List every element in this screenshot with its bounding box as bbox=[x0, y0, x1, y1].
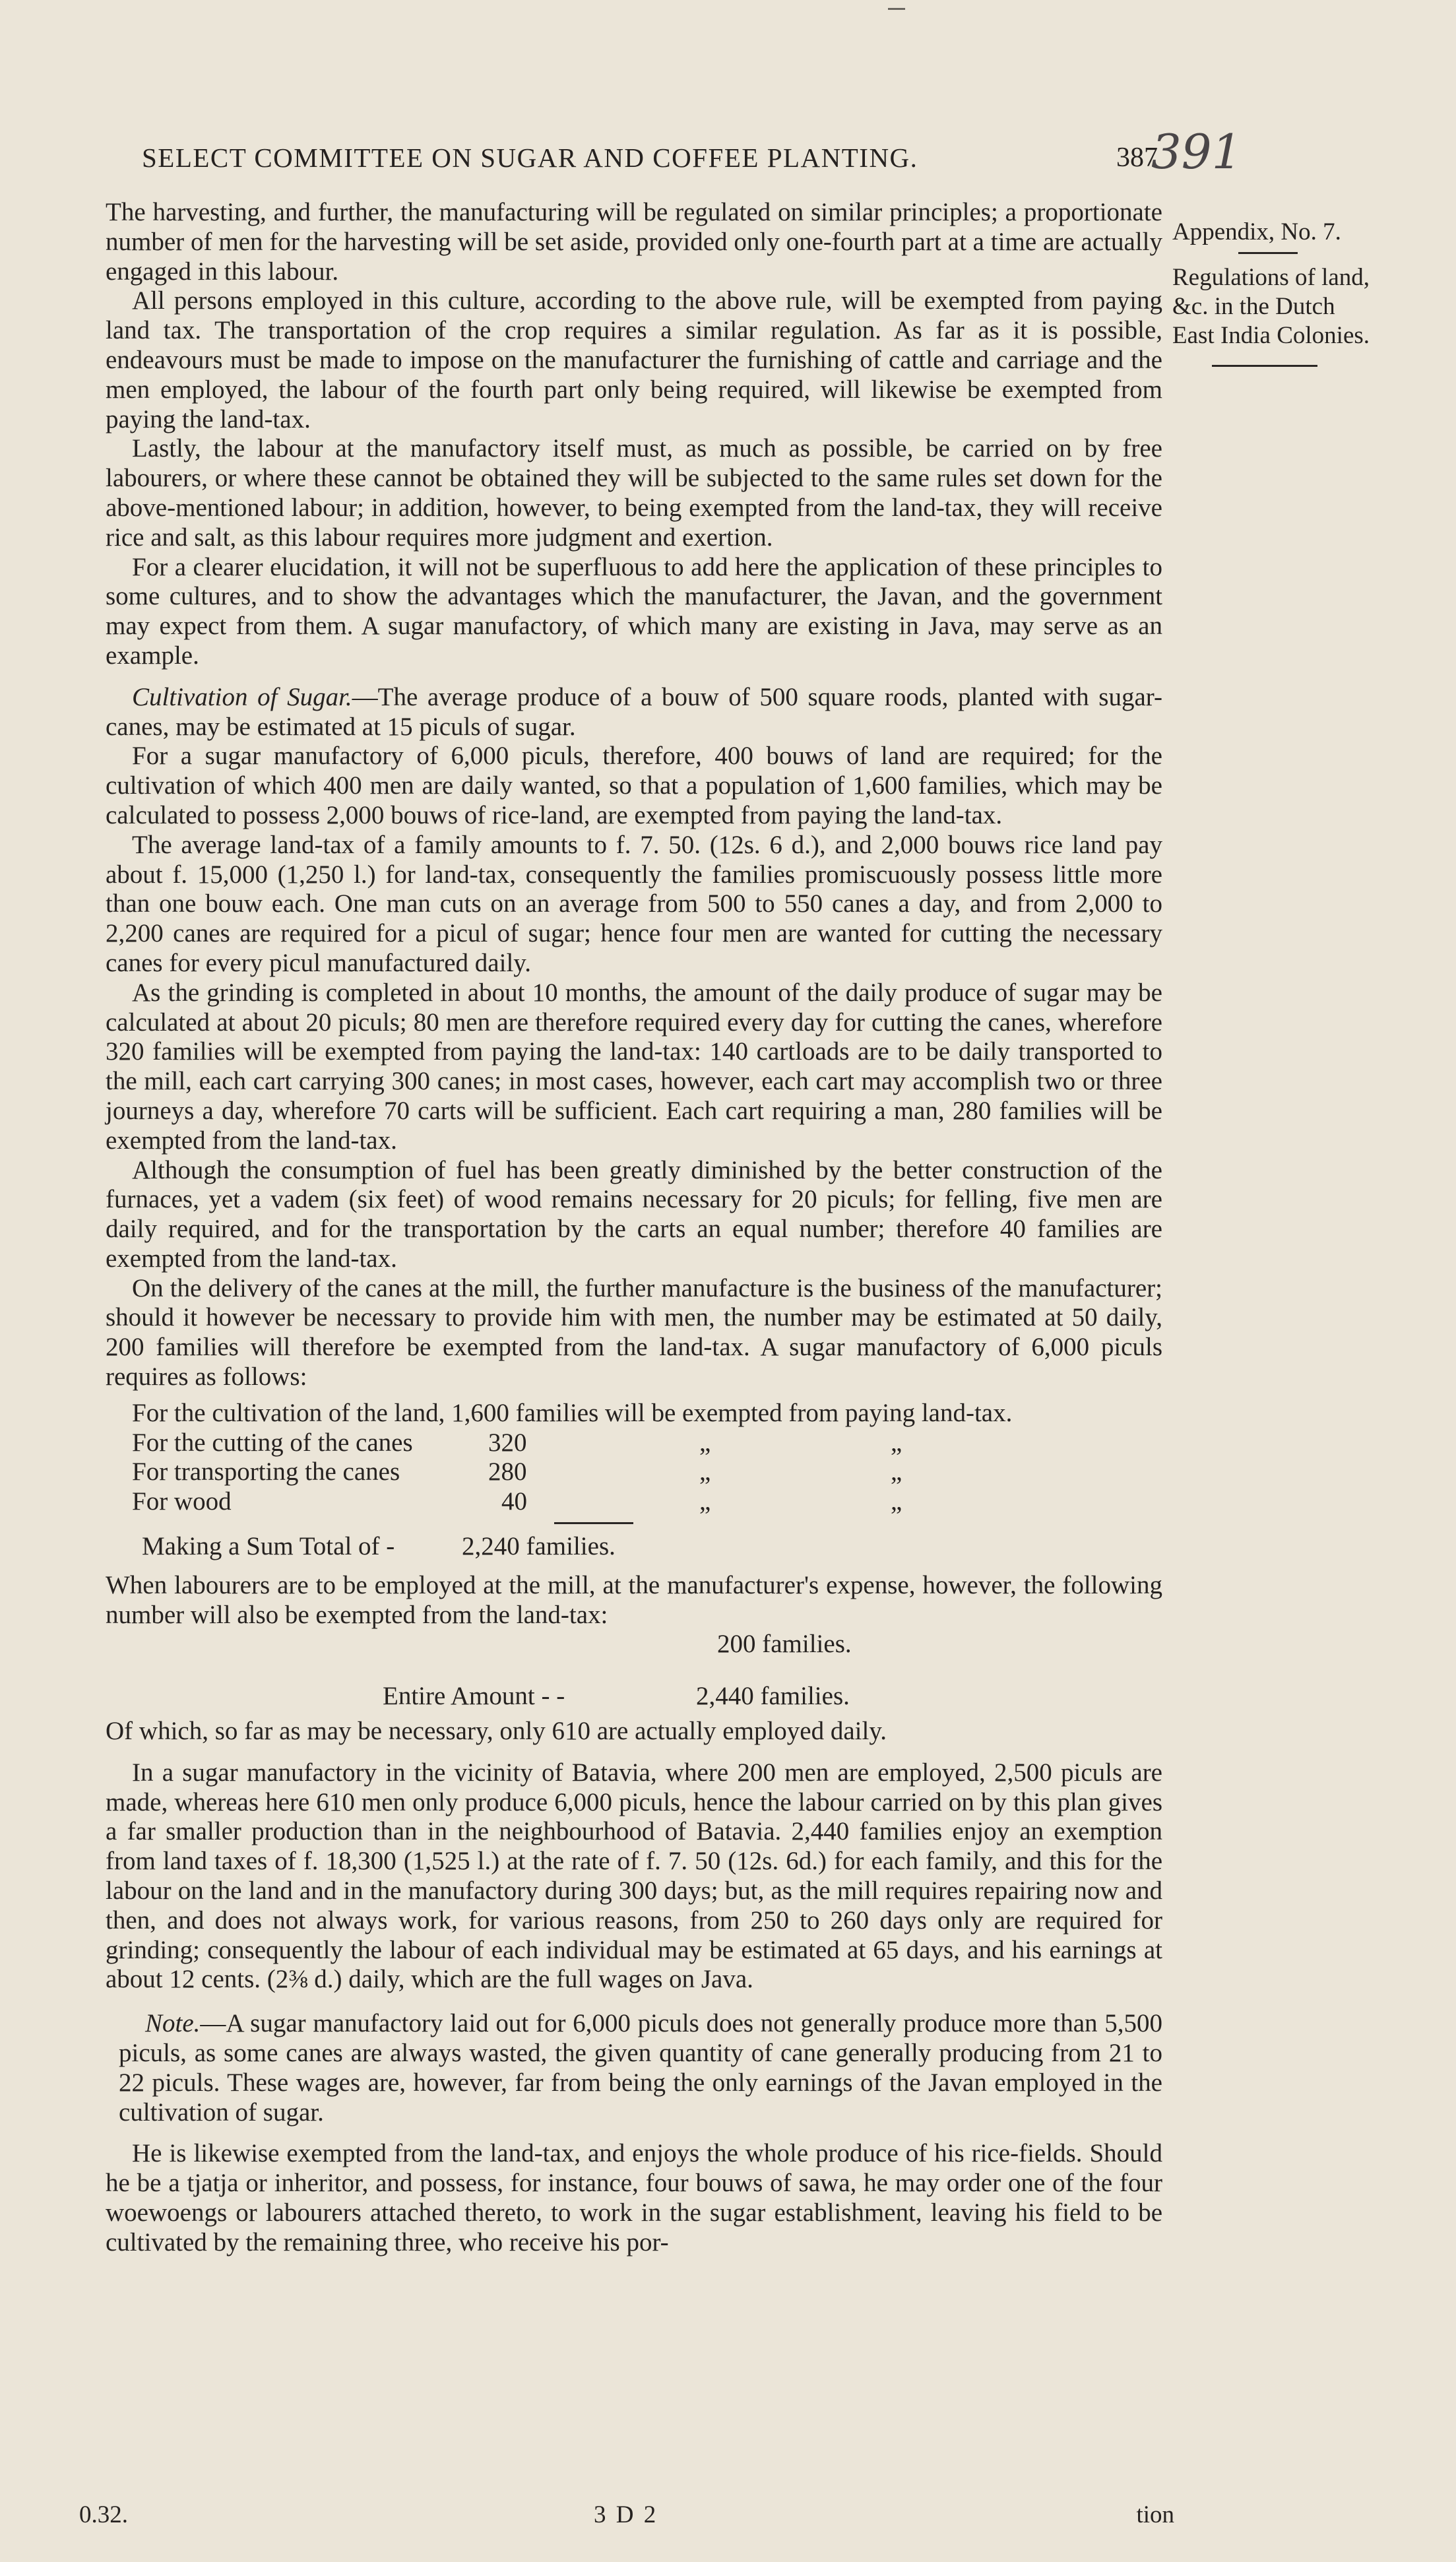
page-number: 387 bbox=[1116, 143, 1158, 173]
list-row bbox=[106, 1457, 1162, 1487]
paragraph-batavia: In a sugar manufactory in the vicinity of Batavia, where 200 men are employed, 2,500 piculs are made, whereas here 610 men only produce 6,000 piculs, hence the labour carried on by this plan gives a far smaller production than in the neighbourhood of Batavia. 2,440 families enjoy an exemption from land taxes of f. 18,300 (1,525 l.) at the rate of f. 7. 50 (12s. 6d.) for each family, and this for the labour on the land and in the manufactory during 300 days; but, as the mill requires repairing now and then, and does not always work, for various reasons, from 250 to 260 days only are required for grinding; consequently the labour of each individual may be estimated at 65 days, and his earnings at about 12 cents. (2⅜ d.) daily, which are the full wages on Java. bbox=[106, 1758, 1162, 1994]
sum-value: 2,240 families. bbox=[462, 1532, 616, 1561]
footer-sheet-number: 0.32. bbox=[79, 2501, 128, 2528]
list-row bbox=[106, 1428, 1162, 1458]
list-label: For wood bbox=[132, 1487, 232, 1516]
cultivation-text: —The average produce of a bouw of 500 square roods, planted with sugar-canes, may be estimated at 15 piculs of sugar. bbox=[106, 682, 1162, 741]
margin-rule-long bbox=[1212, 365, 1317, 367]
note-label: Note. bbox=[145, 2009, 201, 2038]
entire-value: 2,440 families. bbox=[696, 1682, 850, 1711]
running-header bbox=[142, 142, 1158, 181]
paragraph: The average land-tax of a family amounts to f. 7. 50. (12s. 6 d.), and 2,000 bouws rice land pay about f. 15,000 (1,250 l.) for land-tax, consequently the families promiscuously possess little more than one bouw each. One man cuts on an average from 500 to 550 canes a day, and from 2,000 to 2,200 canes are required for a picul of sugar; hence four men are wanted for cutting the necessary canes for every picul manufactured daily. bbox=[106, 830, 1162, 977]
requirements-list bbox=[106, 1399, 1162, 1562]
paragraph: On the delivery of the canes at the mill, the further manufacture is the business of the manufacturer; should it however be necessary to provide him with men, the number may be estimated at 50 daily, 200 families will therefore be exempted from the land-tax. A sugar manufactory of 6,000 piculs requires as follows: bbox=[106, 1273, 1162, 1392]
margin-rule-short bbox=[1238, 252, 1298, 254]
appendix-label: Appendix, No. 7. bbox=[1172, 218, 1341, 245]
note-block bbox=[106, 2009, 1162, 2127]
ditto-mark: „ bbox=[699, 1487, 711, 1516]
paragraph: As the grinding is completed in about 10 months, the amount of the daily produce of sugar may be calculated at about 20 piculs; 80 men are therefore required every day for cutting the canes, wherefore 320 families will be exempted from paying the land-tax: 140 cartloads are to be daily transported to the mill, each cart carrying 300 canes; in most cases, however, each cart may accomplish two or three journeys a day, wherefore 70 carts will be sufficient. Each cart requiring a man, 280 families will be exempted from the land-tax. bbox=[106, 978, 1162, 1155]
paragraph: Although the consumption of fuel has been greatly diminished by the better construction of the furnaces, yet a vadem (six feet) of wood remains necessary for 20 piculs; for felling, five men are daily required, and for the transportation by the carts an equal number; therefore 40 families are exempted from the land-tax. bbox=[106, 1155, 1162, 1273]
ditto-mark: „ bbox=[891, 1487, 902, 1516]
margin-note bbox=[1172, 218, 1370, 367]
ditto-mark: „ bbox=[699, 1428, 711, 1457]
footer-signature: 3 D 2 bbox=[594, 2501, 658, 2528]
ditto-mark: „ bbox=[891, 1428, 902, 1457]
list-value: 280 bbox=[488, 1457, 527, 1487]
footer-catchword: tion bbox=[1136, 2501, 1174, 2528]
paragraph-final: He is likewise exempted from the land-tax, and enjoys the whole produce of his rice-fields. Should he be a tjatja or inheritor, and possess, for instance, four bouws of sawa, he may order one of the four woewoengs or labourers attached thereto, to work in the sugar establishment, leaving his field to be cultivated by the remaining three, who receive his por- bbox=[106, 2139, 1162, 2257]
entire-row bbox=[106, 1682, 1162, 1712]
list-label: For the cutting of the canes bbox=[132, 1428, 413, 1457]
paragraph: All persons employed in this culture, according to the above rule, will be exempted from paying land tax. The transportation of the crop requires a similar regulation. As far as it is possible, endeavours must be made to impose on the manufacturer the furnishing of cattle and carriage and the men employed, the labour of the fourth part only being required, will likewise be exempted from paying the land-tax. bbox=[106, 286, 1162, 433]
header-title: SELECT COMMITTEE ON SUGAR AND COFFEE PLANTING. bbox=[142, 143, 918, 173]
entire-label: Entire Amount - - bbox=[383, 1682, 565, 1711]
sum-label: Making a Sum Total of - bbox=[142, 1532, 395, 1561]
margin-subject: Regulations of land, &c. in the Dutch East India Colonies. bbox=[1172, 264, 1370, 349]
handwritten-folio-number: 391 bbox=[1151, 124, 1242, 179]
mill-value: 200 families. bbox=[717, 1630, 852, 1659]
paragraph: For a clearer elucidation, it will not be superfluous to add here the application of these principles to some cultures, and to show the advantages which the manufacturer, the Javan, and the government may expect from them. A sugar manufactory, of which many are existing in Java, may serve as an example. bbox=[106, 552, 1162, 670]
body-text bbox=[106, 198, 1162, 2258]
mill-paragraph: When labourers are to be employed at the mill, at the manufacturer's expense, however, the following number will also be exempted from the land-tax: bbox=[106, 1570, 1162, 1629]
ditto-mark: „ bbox=[891, 1457, 902, 1487]
sum-row bbox=[106, 1532, 1162, 1562]
page-footer bbox=[79, 2501, 1174, 2534]
paragraph: For a sugar manufactory of 6,000 piculs, therefore, 400 bouws of land are required; for the cultivation of which 400 men are daily wanted, so that a population of 1,600 families, which may be calculated to possess 2,000 bouws of rice-land, are exempted from paying the land-tax. bbox=[106, 742, 1162, 829]
ditto-mark: „ bbox=[699, 1457, 711, 1487]
note-paragraph bbox=[119, 2009, 1162, 2127]
list-row bbox=[106, 1487, 1162, 1517]
list-value: 320 bbox=[488, 1428, 527, 1457]
cultivation-heading: Cultivation of Sugar. bbox=[132, 682, 352, 711]
paragraph: The harvesting, and further, the manufacturing will be regulated on similar principles; a proportionate number of men for the harvesting will be set aside, provided only one-fourth part at a time are actually engaged in this labour. bbox=[106, 198, 1162, 286]
of-which-line: Of which, so far as may be necessary, only 610 are actually employed daily. bbox=[106, 1717, 887, 1746]
note-text: —A sugar manufactory laid out for 6,000 piculs does not generally produce more than 5,500 piculs, as some canes are always wasted, the given quantity of cane generally producing from 21 to 22 piculs. These wages are, however, far from being the only earnings of the Javan employed in the cultivation of sugar. bbox=[119, 2009, 1162, 2127]
top-mark bbox=[888, 8, 905, 10]
cultivation-paragraph bbox=[106, 683, 1162, 742]
list-first-line: For the cultivation of the land, 1,600 families will be exempted from paying land-tax. bbox=[132, 1398, 1013, 1427]
sum-rule bbox=[554, 1522, 633, 1524]
list-label: For transporting the canes bbox=[132, 1457, 400, 1487]
paragraph: Lastly, the labour at the manufactory itself must, as much as possible, be carried on by free labourers, or where these cannot be obtained they will be subjected to the same rules set down for the above-mentioned labour; in addition, however, to being exempted from the land-tax, they will receive rice and salt, as this labour requires more judgment and exertion. bbox=[106, 434, 1162, 552]
list-value: 40 bbox=[501, 1487, 527, 1516]
